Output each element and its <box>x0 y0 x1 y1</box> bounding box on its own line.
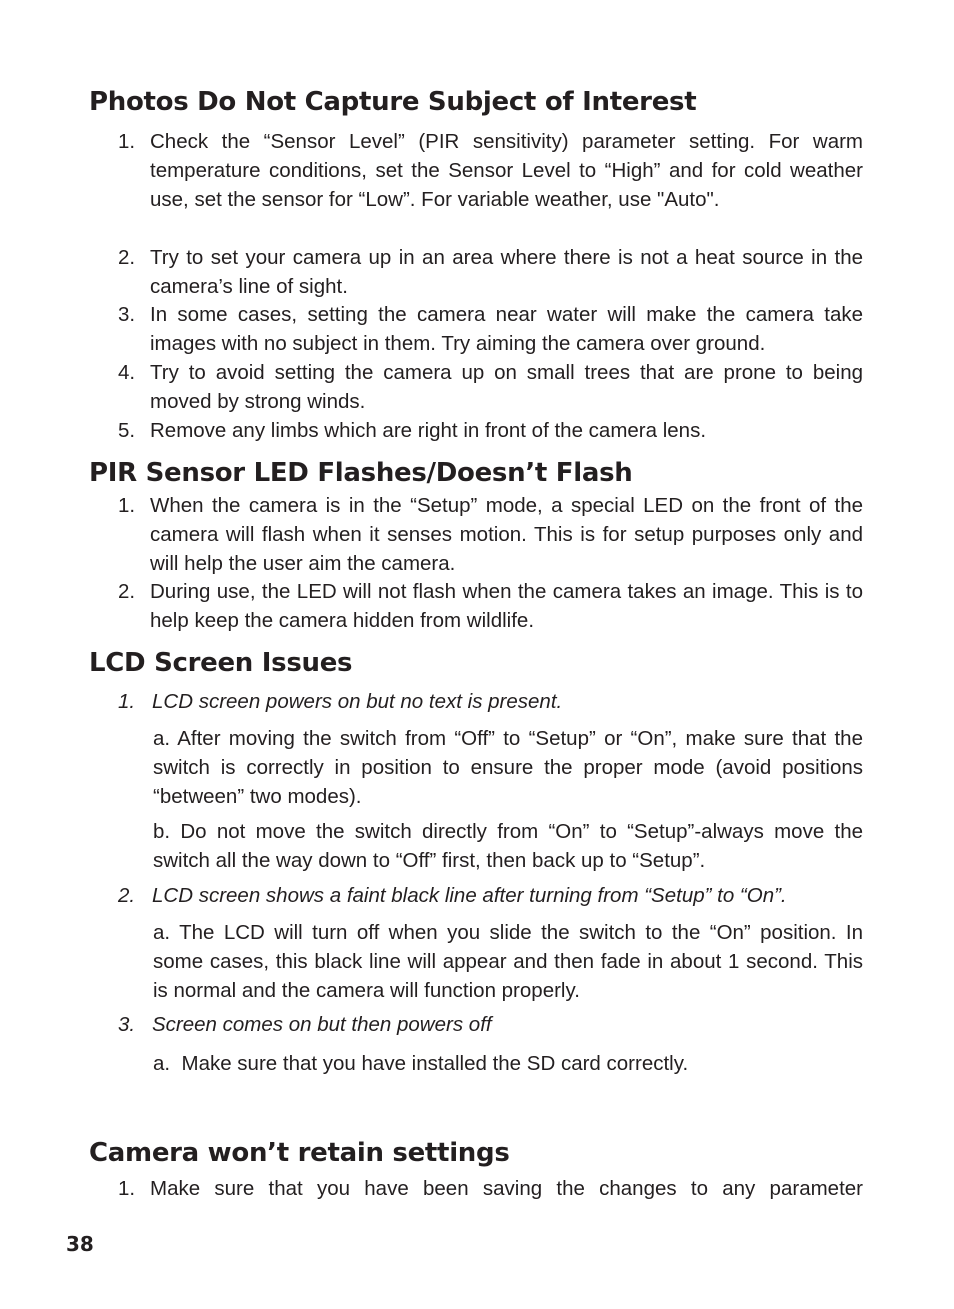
page-number: 38 <box>66 1232 94 1256</box>
solution-text: a. After moving the switch from “Off” to “Setup” or “On”, make sure that the switch is correctly in position to ensure the proper mode (avoid positions “between” two modes). <box>153 727 863 808</box>
section-heading-settings: Camera won’t retain settings <box>89 1138 510 1168</box>
section-heading-lcd: LCD Screen Issues <box>89 648 353 678</box>
item-text: Screen comes on but then powers off <box>152 1013 492 1036</box>
item-number: 2. <box>118 580 136 603</box>
list-item <box>118 416 863 445</box>
list-item <box>118 577 863 635</box>
item-number: 4. <box>118 361 136 384</box>
list-item <box>118 127 863 214</box>
solution-text: b. Do not move the switch directly from “On” to “Setup”-always move the switch all the way down to “Off” first, then back up to “Setup”. <box>153 820 863 872</box>
section-heading-pir-led: PIR Sensor LED Flashes/Doesn’t Flash <box>89 458 633 488</box>
item-number: 2. <box>118 884 136 907</box>
list-item <box>118 358 863 416</box>
item-number: 3. <box>118 1013 136 1036</box>
list-item <box>118 1174 863 1203</box>
list-item <box>118 491 863 578</box>
item-text: LCD screen powers on but no text is present. <box>152 690 563 713</box>
section-heading-photos: Photos Do Not Capture Subject of Interest <box>89 87 697 117</box>
list-item <box>118 300 863 358</box>
item-number: 2. <box>118 246 136 269</box>
item-text: Make sure that you have been saving the changes to any parameter <box>150 1177 863 1200</box>
solution-text: a. The LCD will turn off when you slide the switch to the “On” position. In some cases, this black line will appear and then fade in about 1 second. This is normal and the camera will function properly. <box>153 921 863 1002</box>
item-number: 1. <box>118 690 136 713</box>
issue-item <box>118 881 863 910</box>
item-number: 1. <box>118 130 136 153</box>
item-text: Try to avoid setting the camera up on small trees that are prone to being moved by strong winds. <box>150 361 863 413</box>
item-number: 1. <box>118 1177 136 1200</box>
item-text: When the camera is in the “Setup” mode, a special LED on the front of the camera will flash when it senses motion. This is for setup purposes only and will help the user aim the camera. <box>150 494 863 575</box>
item-number: 3. <box>118 303 136 326</box>
item-text: Remove any limbs which are right in front of the camera lens. <box>150 419 707 442</box>
item-text: LCD screen shows a faint black line after turning from “Setup” to “On”. <box>152 884 787 907</box>
issue-item <box>118 1010 863 1039</box>
list-item <box>118 243 863 301</box>
item-number: 5. <box>118 419 136 442</box>
item-text: In some cases, setting the camera near water will make the camera take images with no subject in them. Try aiming the camera over ground. <box>150 303 863 355</box>
item-text: Check the “Sensor Level” (PIR sensitivity) parameter setting. For warm temperature conditions, set the Sensor Level to “High” and for cold weather use, set the sensor for “Low”. For variable weather, use "Auto". <box>150 130 863 211</box>
issue-item <box>118 687 863 716</box>
item-text: During use, the LED will not flash when the camera takes an image. This is to help keep the camera hidden from wildlife. <box>150 580 863 632</box>
item-number: 1. <box>118 494 136 517</box>
item-text: Try to set your camera up in an area where there is not a heat source in the camera’s line of sight. <box>150 246 863 298</box>
solution-text: a. Make sure that you have installed the SD card correctly. <box>153 1052 689 1075</box>
